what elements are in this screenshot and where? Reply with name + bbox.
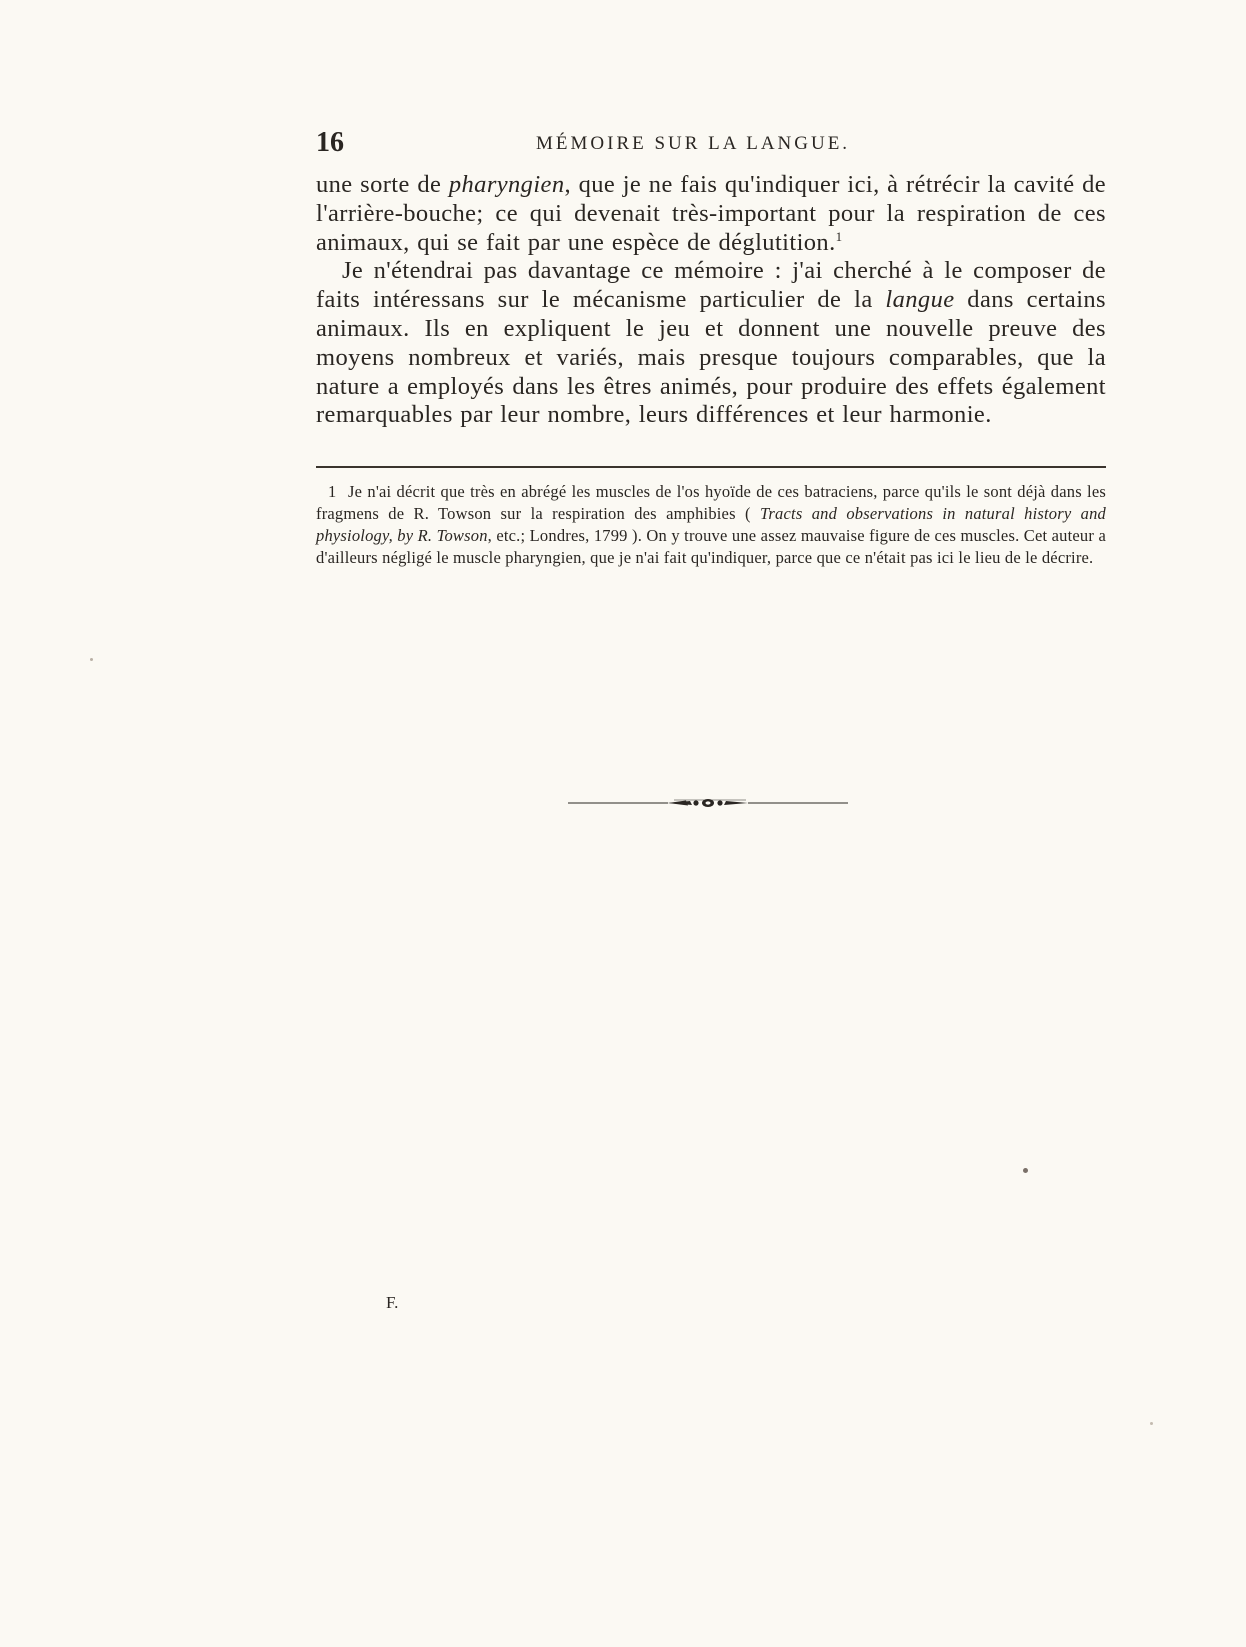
p2-text-b: dans certains animaux. Ils en expliquent le jeu et donnent une nouvelle preuve des moyens nombreux et variés, mais presque toujours comparables, que la nature a employés dans les êtres animés, pour produire des effets également remarquables par leur nombre, leurs différences et leur harmonie. (316, 286, 1106, 429)
running-title: MÉMOIRE SUR LA LANGUE. (536, 133, 851, 154)
ink-speck (1150, 1422, 1153, 1425)
ink-speck (90, 658, 93, 661)
footnote (316, 481, 1106, 569)
footnote-text-a: Je n'ai décrit que très en abrégé les muscles de l'os hyoïde de ces batraciens, parce qu'ils le sont déjà dans les fragmens de R. Towson sur la respiration des amphibies ( (316, 482, 1106, 523)
paragraph-1 (316, 171, 1106, 257)
paragraph-2 (316, 257, 1106, 430)
footnote-rule (316, 466, 1106, 468)
signature-initial: F. (386, 1293, 399, 1312)
p1-italic: pharyngien (448, 171, 565, 198)
footnote-mark: 1 (328, 482, 337, 501)
body-text (316, 171, 1106, 430)
ink-speck (1023, 1168, 1028, 1173)
ornament-divider-icon (568, 796, 848, 810)
footnote-italic: Tracts and observations in natural history and physiology, by R. Towson (316, 504, 1107, 545)
p1-text-b: , que je ne fais qu'indiquer ici, à rétrécir la cavité de l'arrière-bouche; ce qui devenait très-important pour la respiration de ces animaux, qui se fait par une espèce de déglutition. (316, 171, 1106, 256)
page-number: 16 (316, 127, 344, 158)
p2-text-a: Je n'étendrai pas davantage ce mémoire : j'ai cherché à le composer de faits intéressans sur le mécanisme particulier de la (316, 257, 1106, 314)
p1-text-a: une sorte de (316, 171, 449, 198)
p2-italic: langue (885, 286, 955, 314)
footnote-reference: 1 (835, 228, 843, 244)
running-head (316, 128, 1106, 158)
footnote-text-b: , etc.; Londres, 1799 ). On y trouve une assez mauvaise figure de ces muscles. Cet auteur a d'ailleurs négligé le muscle pharyngien, que je n'ai fait qu'indiquer, parce que ce n'était pas ici le lieu de le décrire. (316, 526, 1106, 567)
